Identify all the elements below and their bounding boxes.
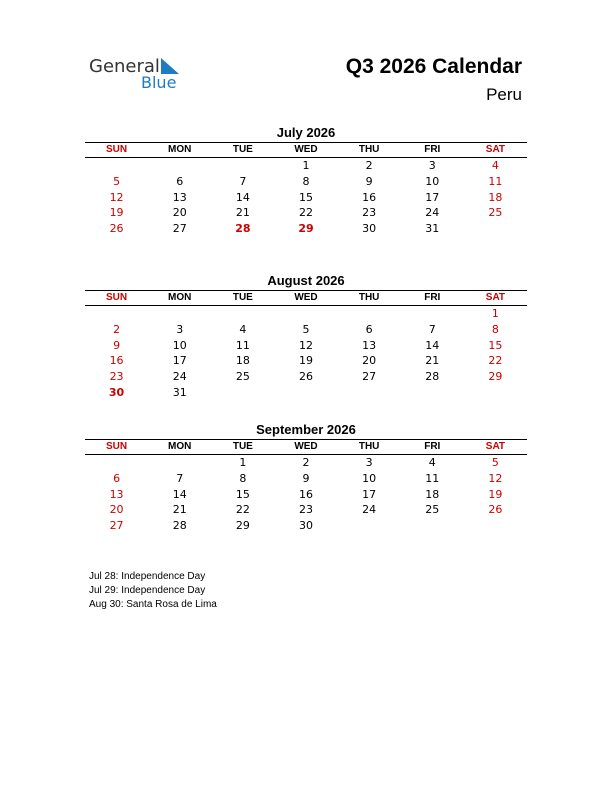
logo-word-blue: Blue xyxy=(141,73,177,92)
weekday-label: SUN xyxy=(106,292,128,303)
day-cell: 2 xyxy=(302,456,310,469)
weekday-label: FRI xyxy=(424,144,441,155)
week-row xyxy=(85,205,527,221)
day-cell: 22 xyxy=(488,354,503,368)
day-cell: 25 xyxy=(425,503,440,517)
weekday-label: SAT xyxy=(485,292,506,303)
day-cell xyxy=(338,385,401,401)
day-cell: 30 xyxy=(298,519,313,533)
day-cell: 2 xyxy=(113,322,121,336)
day-cell: 12 xyxy=(109,190,124,204)
day-cell: 25 xyxy=(488,206,503,220)
day-cell: 2 xyxy=(365,159,373,172)
week-row xyxy=(85,306,527,322)
day-cell: 19 xyxy=(488,487,503,501)
weekday-label: WED xyxy=(294,144,318,155)
day-cell: 12 xyxy=(488,471,503,485)
day-cell xyxy=(401,518,464,534)
weekday-label: SAT xyxy=(485,441,506,452)
week-row xyxy=(85,338,527,354)
day-cell: 26 xyxy=(488,503,503,517)
weekday-label: WED xyxy=(294,292,318,303)
weekday-label: MON xyxy=(168,144,192,155)
day-cell: 21 xyxy=(425,354,440,368)
day-cell: 15 xyxy=(235,487,250,501)
day-cell xyxy=(401,385,464,401)
day-cell: 18 xyxy=(235,354,250,368)
week-row xyxy=(85,455,527,471)
day-cell: 27 xyxy=(362,370,377,384)
day-cell: 28 xyxy=(172,519,187,533)
weekday-label: THU xyxy=(358,144,380,155)
day-cell xyxy=(401,306,464,322)
month-title: August 2026 xyxy=(267,273,345,288)
week-row xyxy=(85,502,527,518)
day-cell xyxy=(211,158,274,174)
week-row xyxy=(85,369,527,385)
day-cell: 9 xyxy=(302,471,310,485)
day-cell: 13 xyxy=(362,338,377,352)
day-cell: 19 xyxy=(109,206,124,220)
holiday-note: Aug 30: Santa Rosa de Lima xyxy=(89,599,217,610)
weekday-header-row xyxy=(85,290,527,306)
day-cell: 20 xyxy=(362,354,377,368)
weekday-label: WED xyxy=(294,441,318,452)
month-september xyxy=(85,421,527,534)
day-cell: 12 xyxy=(298,338,313,352)
weekday-label: SAT xyxy=(485,144,506,155)
day-cell: 26 xyxy=(109,222,124,236)
day-cell: 25 xyxy=(235,370,250,384)
week-row xyxy=(85,158,527,174)
day-cell: 21 xyxy=(235,206,250,220)
day-cell: 16 xyxy=(109,354,124,368)
holiday-day-cell: 30 xyxy=(108,385,125,399)
day-cell: 23 xyxy=(109,370,124,384)
day-cell: 5 xyxy=(302,322,310,336)
day-cell: 17 xyxy=(425,190,440,204)
day-cell: 9 xyxy=(113,338,121,352)
day-cell: 5 xyxy=(113,174,121,188)
day-cell: 17 xyxy=(362,487,377,501)
day-cell: 24 xyxy=(425,206,440,220)
day-cell xyxy=(464,221,527,237)
day-cell: 4 xyxy=(491,159,499,172)
day-cell: 22 xyxy=(298,206,313,220)
day-cell: 27 xyxy=(109,519,124,533)
day-cell: 8 xyxy=(239,471,247,485)
holiday-note: Jul 29: Independence Day xyxy=(89,585,206,596)
day-cell: 27 xyxy=(172,222,187,236)
week-row xyxy=(85,221,527,237)
month-title: July 2026 xyxy=(276,125,336,140)
weekday-label: TUE xyxy=(232,441,253,452)
day-cell: 10 xyxy=(172,338,187,352)
day-cell: 20 xyxy=(172,206,187,220)
weekday-label: FRI xyxy=(424,292,441,303)
day-cell: 14 xyxy=(235,190,250,204)
day-cell: 8 xyxy=(491,322,499,336)
day-cell: 23 xyxy=(362,206,377,220)
day-cell xyxy=(211,385,274,401)
day-cell: 19 xyxy=(298,354,313,368)
day-cell xyxy=(464,518,527,534)
day-cell: 6 xyxy=(113,471,121,485)
day-cell: 4 xyxy=(239,322,247,336)
holiday-notes xyxy=(89,570,217,612)
day-cell: 3 xyxy=(428,159,436,172)
day-cell: 16 xyxy=(362,190,377,204)
day-cell: 5 xyxy=(491,456,499,469)
weekday-label: MON xyxy=(168,441,192,452)
day-cell: 1 xyxy=(491,307,499,320)
week-row xyxy=(85,487,527,503)
holiday-day-cell: 28 xyxy=(235,222,251,236)
day-cell: 10 xyxy=(362,471,377,485)
day-cell: 14 xyxy=(425,338,440,352)
day-cell: 29 xyxy=(235,519,250,533)
week-row xyxy=(85,385,527,401)
day-cell: 18 xyxy=(488,190,503,204)
day-cell: 7 xyxy=(176,471,184,485)
day-cell: 6 xyxy=(365,322,373,336)
day-cell xyxy=(148,306,211,322)
week-row xyxy=(85,322,527,338)
day-cell xyxy=(274,306,337,322)
day-cell: 26 xyxy=(298,370,313,384)
day-cell: 20 xyxy=(109,503,124,517)
day-cell: 22 xyxy=(235,503,250,517)
holiday-day-cell: 29 xyxy=(298,222,314,236)
day-cell xyxy=(274,385,337,401)
day-cell: 17 xyxy=(172,354,187,368)
day-cell: 30 xyxy=(362,222,377,236)
day-cell: 8 xyxy=(302,174,310,188)
day-cell: 14 xyxy=(172,487,187,501)
weekday-label: SUN xyxy=(106,441,128,452)
logo-word-general: General xyxy=(89,56,160,77)
day-cell: 24 xyxy=(362,503,377,517)
month-august xyxy=(85,272,527,401)
day-cell xyxy=(85,306,148,322)
day-cell: 15 xyxy=(298,190,313,204)
day-cell: 1 xyxy=(239,456,247,469)
weekday-label: SUN xyxy=(106,144,128,155)
week-row xyxy=(85,190,527,206)
country-name: Peru xyxy=(486,85,522,104)
day-cell xyxy=(338,306,401,322)
week-row xyxy=(85,353,527,369)
day-cell: 31 xyxy=(172,385,187,399)
day-cell: 13 xyxy=(109,487,124,501)
day-cell: 4 xyxy=(428,456,436,469)
day-cell: 11 xyxy=(425,471,440,485)
week-row xyxy=(85,518,527,534)
weekday-label: TUE xyxy=(232,292,253,303)
day-cell: 7 xyxy=(428,322,436,336)
week-row xyxy=(85,174,527,190)
day-cell: 15 xyxy=(488,338,503,352)
day-cell xyxy=(85,158,148,174)
day-cell: 23 xyxy=(298,503,313,517)
day-cell: 1 xyxy=(302,159,310,172)
month-july xyxy=(85,124,527,237)
day-cell: 3 xyxy=(365,456,373,469)
day-cell xyxy=(85,455,148,471)
day-cell: 18 xyxy=(425,487,440,501)
day-cell: 13 xyxy=(172,190,187,204)
day-cell xyxy=(211,306,274,322)
holiday-note: Jul 28: Independence Day xyxy=(89,571,206,582)
day-cell: 21 xyxy=(172,503,187,517)
weekday-header-row xyxy=(85,439,527,455)
day-cell: 24 xyxy=(172,370,187,384)
day-cell: 9 xyxy=(365,174,373,188)
day-cell: 16 xyxy=(298,487,313,501)
weekday-label: THU xyxy=(358,292,380,303)
logo-triangle-icon xyxy=(161,58,179,74)
day-cell: 3 xyxy=(176,322,184,336)
week-row xyxy=(85,471,527,487)
day-cell: 11 xyxy=(235,338,250,352)
weekday-header-row xyxy=(85,142,527,158)
day-cell xyxy=(464,385,527,401)
day-cell: 11 xyxy=(488,174,503,188)
month-title: September 2026 xyxy=(256,422,356,437)
weekday-label: MON xyxy=(168,292,192,303)
day-cell: 10 xyxy=(425,174,440,188)
page-title: Q3 2026 Calendar xyxy=(345,55,522,78)
day-cell: 7 xyxy=(239,174,247,188)
weekday-label: FRI xyxy=(424,441,441,452)
day-cell: 29 xyxy=(488,370,503,384)
brand-logo xyxy=(89,56,199,96)
day-cell xyxy=(148,158,211,174)
day-cell: 31 xyxy=(425,222,440,236)
weekday-label: THU xyxy=(358,441,380,452)
day-cell: 6 xyxy=(176,174,184,188)
weekday-label: TUE xyxy=(232,144,253,155)
day-cell xyxy=(148,455,211,471)
day-cell xyxy=(338,518,401,534)
day-cell: 28 xyxy=(425,370,440,384)
